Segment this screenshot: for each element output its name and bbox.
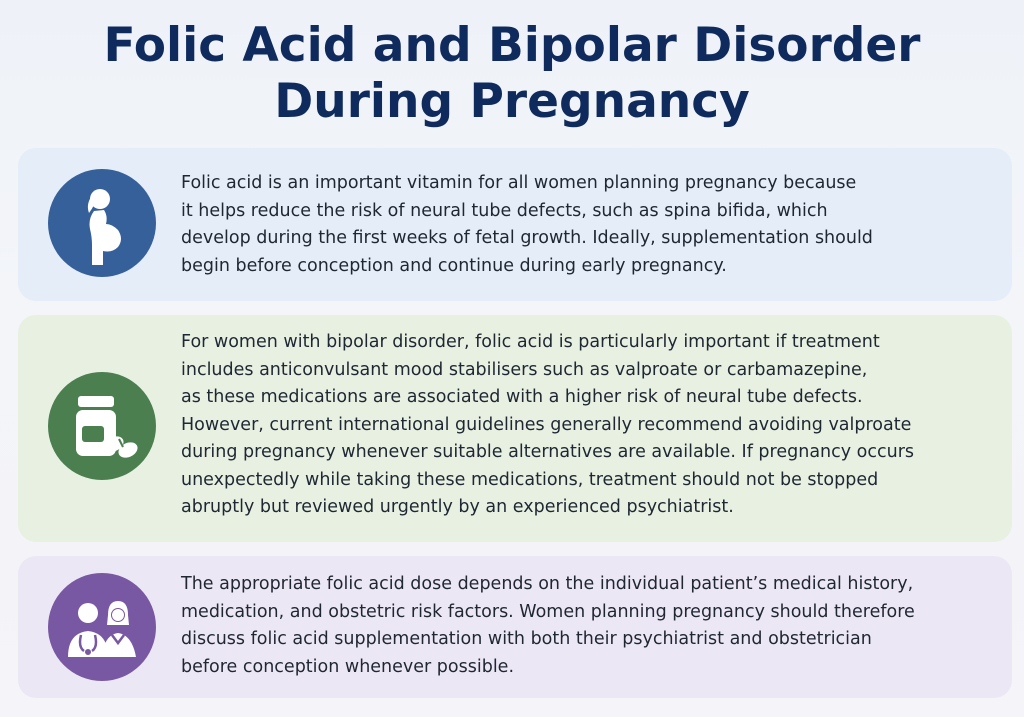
card-line: before conception whenever possible. [181, 656, 515, 677]
card-line: However, current international guidelines generally recommend avoiding valproate [181, 414, 912, 435]
card-line: abruptly but reviewed urgently by an experienced psychiatrist. [181, 497, 734, 517]
card-line: as these medications are associated with a higher risk of neural tube defects. [181, 387, 863, 407]
card-line: medication, and obstetric risk factors. Women planning pregnancy should therefore [181, 601, 915, 622]
card-text [181, 329, 988, 522]
page-title [0, 18, 1024, 130]
info-card-folic-acid [18, 148, 1012, 301]
card-line: For women with bipolar disorder, folic acid is particularly important if treatment [181, 332, 880, 352]
card-line: it helps reduce the risk of neural tube defects, such as spina bifida, which [181, 200, 828, 221]
info-card-dose-guidance [18, 556, 1012, 698]
pregnant-woman-icon [48, 169, 156, 277]
title-line-1: Folic Acid and Bipolar Disorder [103, 18, 921, 73]
card-line: begin before conception and continue during early pregnancy. [181, 255, 727, 276]
card-line: Folic acid is an important vitamin for all women planning pregnancy because [181, 173, 857, 193]
pregnant-woman-svg [48, 169, 156, 277]
card-line: The appropriate folic acid dose depends on the individual patient’s medical history, [181, 574, 914, 594]
card-line: during pregnancy whenever suitable alternatives are available. If pregnancy occurs [181, 442, 915, 462]
doctors-icon [48, 573, 156, 681]
card-text [181, 571, 988, 681]
medication-svg [48, 372, 156, 480]
card-line: develop during the first weeks of fetal growth. Ideally, supplementation should [181, 228, 873, 248]
info-card-bipolar-treatment [18, 315, 1012, 542]
card-line: unexpectedly while taking these medications, treatment should not be stopped [181, 469, 879, 490]
card-line: includes anticonvulsant mood stabilisers such as valproate or carbamazepine, [181, 359, 868, 380]
doctors-svg [48, 573, 156, 681]
medication-icon [48, 372, 156, 480]
card-line: discuss folic acid supplementation with both their psychiatrist and obstetrician [181, 629, 872, 649]
card-text [181, 170, 988, 280]
title-line-2: During Pregnancy [274, 74, 750, 129]
